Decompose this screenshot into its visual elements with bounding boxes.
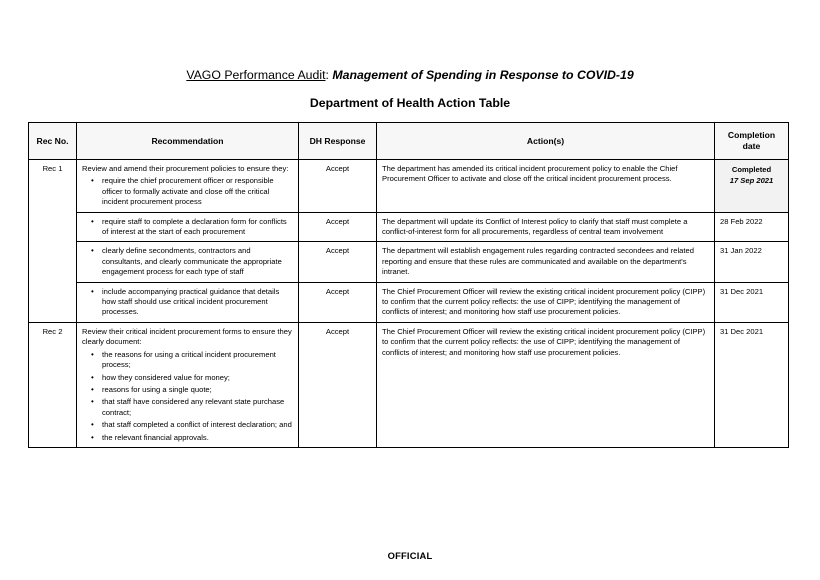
header-dh-response: DH Response [299,123,377,160]
recommendation-bullet: • the relevant financial approvals. [102,433,293,443]
completion-status: Completed [731,165,772,174]
table-row [29,282,789,322]
header-completion-date-line1: Completion [727,130,776,140]
header-completion-date-line2: date [742,141,761,151]
title-audit-name: Management of Spending in Response to COVID-19 [332,68,634,82]
title-separator: : [325,68,333,82]
completion-date-cell [715,160,789,213]
recommendation-cell [77,322,299,447]
recommendation-cell [77,212,299,242]
recommendation-bullet: • clearly define secondments, contractors and consultants, and clearly communicate the appropriate engagement process for each type of staff [82,246,293,277]
action-cell: The department will update its Conflict of Interest policy to clarify that staff must complete a conflict-of-interest form for all procurements, regardless of central team involvement [377,212,715,242]
dh-response-cell: Accept [299,212,377,242]
recommendation-bullet: • require staff to complete a declaration form for conflicts of interest at the start of each procurement [82,217,293,238]
title-audit-prefix: VAGO Performance Audit [186,68,326,82]
completion-date-cell: 28 Feb 2022 [715,212,789,242]
table-header-row [29,123,789,160]
recommendation-intro: Review their critical incident procurement forms to ensure they clearly document: [82,326,292,347]
dh-response-cell: Accept [299,242,377,282]
recommendation-bullet-list [82,350,293,443]
recommendation-bullet: • how they considered value for money; [102,373,293,383]
recommendation-cell [77,282,299,322]
action-cell: The Chief Procurement Officer will review the existing critical incident procurement policy (CIPP) to confirm that the current policy reflects: the use of CIPP; identifying the management of conflicts of interest; and monitoring how staff use procurement policies. [377,322,715,447]
recommendation-intro: Review and amend their procurement policies to ensure they: [82,164,289,173]
header-actions: Action(s) [377,123,715,160]
table-row [29,212,789,242]
recommendation-bullet: • the reasons for using a critical incident procurement process; [102,350,293,371]
recommendation-bullet: • include accompanying practical guidance that details how staff should use critical incident procurement processes. [82,287,293,318]
table-row [29,160,789,213]
table-row [29,242,789,282]
header-rec-no: Rec No. [29,123,77,160]
action-table [28,122,789,448]
dh-response-cell: Accept [299,322,377,447]
rec-no-cell-rec1: Rec 1 [29,160,77,323]
header-completion-date [715,123,789,160]
recommendation-cell [77,160,299,213]
action-cell: The department has amended its critical incident procurement policy to enable the Chief Procurement Officer to activate and close off the critical incident procurement process. [377,160,715,213]
recommendation-bullet: • reasons for using a single quote; [102,385,293,395]
rec-no-cell-rec2: Rec 2 [29,322,77,447]
recommendation-bullet: • require the chief procurement officer or responsible officer to formally activate and close off the critical incident procurement process [82,176,293,207]
action-cell: The Chief Procurement Officer will review the existing critical incident procurement policy (CIPP) to confirm that the current policy reflects: the use of CIPP; identifying the management of conflicts of interest; and monitoring how staff use procurement policies. [377,282,715,322]
table-row [29,322,789,447]
document-subtitle: Department of Health Action Table [309,96,511,110]
header-recommendation: Recommendation [77,123,299,160]
recommendation-cell [77,242,299,282]
dh-response-cell: Accept [299,160,377,213]
completion-date-cell: 31 Dec 2021 [715,322,789,447]
recommendation-bullet: • that staff have considered any relevant state purchase contract; [102,397,293,418]
action-cell: The department will establish engagement rules regarding contracted secondees and related reporting and ensure that these rules are communicated and available on the department's intranet. [377,242,715,282]
recommendation-bullet: • that staff completed a conflict of interest declaration; and [102,420,293,430]
document-title [0,68,820,83]
completion-date-cell: 31 Dec 2021 [715,282,789,322]
completion-date-value: 17 Sep 2021 [729,176,774,185]
completion-date-cell: 31 Jan 2022 [715,242,789,282]
document-footer: OFFICIAL [387,550,433,561]
dh-response-cell: Accept [299,282,377,322]
